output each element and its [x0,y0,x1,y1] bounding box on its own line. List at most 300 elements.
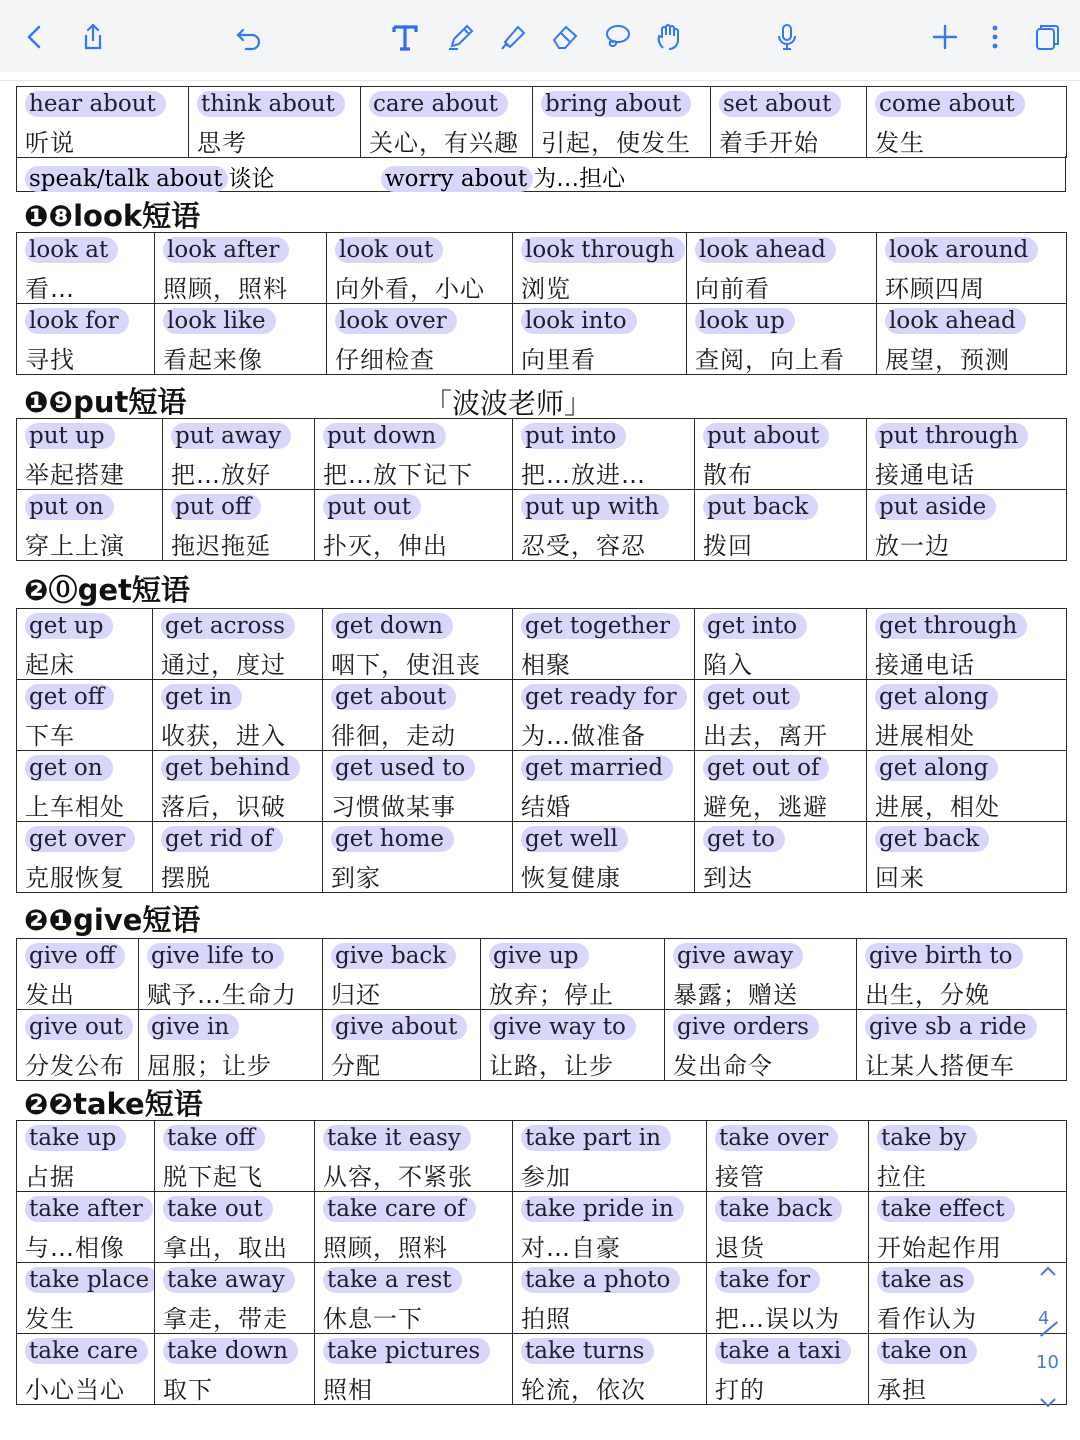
phrase-en: give out [25,1014,133,1040]
phrase-en: get used to [331,755,475,781]
phrase-zh: 浏览 [521,275,571,303]
phrase-cell [17,1334,155,1405]
phrase-zh: 忍受，容忍 [521,532,646,560]
phrase-cell [155,1334,315,1405]
phrase-zh: 下车 [25,722,75,750]
phrase-cell [695,751,867,822]
phrase-zh: 轮流，依次 [521,1376,646,1404]
phrase-zh: 拍照 [521,1305,571,1333]
phrase-zh: 看作认为 [877,1305,977,1333]
lasso-icon[interactable] [600,20,634,54]
phrase-zh: 回来 [875,864,925,892]
microphone-icon[interactable] [770,20,804,54]
section-title-text: put短语 [73,385,187,419]
phrase-en-wrap [489,1014,660,1040]
phrase-en-wrap [521,1196,702,1222]
phrase-zh: 仔细检查 [335,346,435,374]
phrase-en: put up [25,423,115,449]
highlighter-icon[interactable] [496,20,530,54]
phrase-en-wrap [521,1338,702,1364]
phrase-cell [513,1192,707,1263]
phrase-en: give orders [673,1014,819,1040]
phrase-cell [687,304,877,375]
phrase-cell [17,939,139,1010]
phrase-en-wrap [163,237,322,263]
phrase-cell [533,87,711,158]
section-title-text: take短语 [73,1087,203,1121]
phrase-zh: 关心，有兴趣 [369,129,519,157]
phrase-en: look out [335,237,443,263]
phrase-en-wrap [703,684,862,710]
phrase-cell [513,304,687,375]
phrase-en: put away [171,423,291,449]
phrase-cell [315,1334,513,1405]
phrase-en: put back [703,494,818,520]
table-row [17,419,1067,490]
phrase-en: take care of [323,1196,476,1222]
phrase-en: take down [163,1338,298,1364]
table-row [17,87,1067,158]
phrase-en-wrap [673,943,852,969]
phrase-zh: 到家 [331,864,381,892]
table-row [17,751,1067,822]
phrase-en-wrap [161,755,318,781]
phrase-en-wrap [695,237,872,263]
phrase-en-wrap [875,91,1062,117]
phrase-cell [315,419,513,490]
phrase-cell [153,822,323,893]
phrase-en-wrap [703,423,862,449]
table-row [17,822,1067,893]
phrase-cell [695,822,867,893]
phrase-zh: 到达 [703,864,753,892]
phrase-zh: 上车相处 [25,793,125,821]
phrase-en-wrap [521,755,690,781]
phrase-en: get together [521,613,680,639]
phrase-zh: 收获，进入 [161,722,286,750]
phrase-zh: 退货 [715,1234,765,1262]
phrase-cell [315,490,513,561]
phrase-en: get through [875,613,1027,639]
phrase-zh: 思考 [197,129,247,157]
phrase-en: give life to [147,943,284,969]
phrase-zh: 出生，分娩 [865,981,990,1009]
phrase-cell [665,939,857,1010]
phrase-en-wrap [323,1196,508,1222]
phrase-en-wrap [521,684,690,710]
phrase-cell [695,490,867,561]
phrase-cell [687,233,877,304]
phrase-cell [327,304,513,375]
phrase-zh: 出去，离开 [703,722,828,750]
phrase-cell [867,609,1067,680]
phrase-en: take up [25,1125,126,1151]
phrase-zh: 谈论 [228,166,275,192]
table-row [17,1121,1067,1192]
page-indicator [1030,1262,1070,1412]
phrase-zh: 为…担心 [533,166,626,192]
phrase-cell [155,233,327,304]
phrase-en-wrap [25,1014,134,1040]
current-page: 4 [1038,1308,1050,1329]
phrase-en: think about [197,91,345,117]
phrase-cell [513,609,695,680]
phrase-en: get in [161,684,242,710]
phrase-cell [155,1192,315,1263]
table-row [17,609,1067,680]
phrase-en-wrap [161,826,318,852]
phrase-zh: 脱下起飞 [163,1163,263,1191]
phrase-zh: 避免，逃避 [703,793,828,821]
phrase-en-wrap [719,91,862,117]
undo-icon[interactable] [232,20,266,54]
phrase-en: put through [875,423,1028,449]
phrase-zh: 归还 [331,981,381,1009]
phrase-zh: 让某人搭便车 [865,1052,1015,1080]
hand-icon[interactable] [652,20,686,54]
phrase-cell [857,1010,1067,1081]
phrase-zh: 赋予…生命力 [147,981,297,1009]
phrase-zh: 克服恢复 [25,864,125,892]
total-pages: 10 [1036,1352,1059,1373]
phrase-en: look over [335,308,457,334]
phrase-en: get ready for [521,684,687,710]
phrase-en-wrap [25,943,134,969]
phrase-zh: 把…放进… [521,461,646,489]
phrase-en: put down [323,423,446,449]
phrase-cell [17,609,153,680]
phrase-cell [323,1010,481,1081]
phrase-zh: 陷入 [703,651,753,679]
phrase-en: get about [331,684,456,710]
phrase-en: take place [25,1267,155,1293]
section-title [24,568,190,609]
phrase-en: look around [885,237,1038,263]
phrase-en-wrap [25,423,158,449]
phrase-zh: 查阅，向上看 [695,346,845,374]
phrase-zh: 屈服；让步 [147,1052,272,1080]
phrase-en-wrap [703,613,862,639]
phrase-zh: 接通电话 [875,651,975,679]
phrase-en: give up [489,943,589,969]
phrase-en-wrap [331,684,508,710]
phrase-cell [17,233,155,304]
phrase-en: get rid of [161,826,283,852]
phrase-en: get married [521,755,673,781]
phrase-en: bring about [541,91,691,117]
phrase-en-wrap [25,308,150,334]
phrase-en: take off [163,1125,265,1151]
phrase-en: look into [521,308,637,334]
phrase-en: take turns [521,1338,654,1364]
phrase-zh: 小心当心 [25,1376,125,1404]
phrase-cell [869,1192,1067,1263]
phrase-en: get along [875,684,998,710]
phrase-en-wrap [541,91,706,117]
phrase-en: get off [25,684,114,710]
phrase-cell [513,490,695,561]
phrase-en-wrap [25,684,148,710]
phrase-en-wrap [877,1125,1062,1151]
phrase-en: give off [25,943,125,969]
phrase-en-wrap [865,1014,1062,1040]
phrase-en: put out [323,494,421,520]
phrase-zh: 环顾四周 [885,275,985,303]
phrase-en-wrap [875,494,1062,520]
phrase-en-wrap [715,1338,864,1364]
phrase-en: take out [163,1196,273,1222]
phrase-zh: 参加 [521,1163,571,1191]
section-title [24,898,200,939]
phrase-cell [155,304,327,375]
phrase-en: give birth to [865,943,1023,969]
phrase-zh: 取下 [163,1376,213,1404]
phrase-en-wrap [521,423,690,449]
section-title-text: get短语 [77,573,190,607]
table-row [17,304,1067,375]
phrase-zh: 起床 [25,651,75,679]
phrase-cell [867,490,1067,561]
phrase-cell [361,87,533,158]
phrase-table [16,232,1067,375]
phrase-cell [665,1010,857,1081]
phrase-cell [163,419,315,490]
phrase-en: take as [877,1267,974,1293]
phrase-en-wrap [673,1014,852,1040]
phrase-cell [17,680,153,751]
eraser-icon[interactable] [548,20,582,54]
phrase-zh: 着手开始 [719,129,819,157]
share-icon[interactable] [76,20,110,54]
phrase-cell [695,609,867,680]
phrase-zh: 听说 [25,129,75,157]
phrase-cell [153,609,323,680]
phrase-en-wrap [331,1014,476,1040]
pen-icon[interactable] [444,20,478,54]
table-row [17,233,1067,304]
list-item [381,160,625,193]
phrase-cell [155,1121,315,1192]
phrase-en: look like [163,308,276,334]
back-chevron-icon[interactable] [18,20,52,54]
table-row [17,939,1067,1010]
phrase-en-wrap [163,1338,310,1364]
phrase-cell [707,1263,869,1334]
phrase-en: look through [521,237,685,263]
phrase-en: look ahead [695,237,836,263]
section-number: ❶❾ [24,385,74,419]
phrase-zh: 拨回 [703,532,753,560]
phrase-cell [17,751,153,822]
phrase-en-wrap [885,308,1062,334]
phrase-en: get down [331,613,453,639]
phrase-table [16,1120,1067,1405]
phrase-en-wrap [715,1125,864,1151]
phrase-zh: 看起来像 [163,346,263,374]
phrase-en: speak/talk about [25,166,228,192]
section-title [24,380,186,421]
phrase-en-wrap [695,308,872,334]
phrase-zh: 拿走，带走 [163,1305,288,1333]
phrase-zh: 落后，识破 [161,793,286,821]
phrase-zh: 举起搭建 [25,461,125,489]
phrase-cell [323,609,513,680]
phrase-zh: 寻找 [25,346,75,374]
phrase-en: get up [25,613,113,639]
phrase-en: put up with [521,494,669,520]
phrase-zh: 扑灭，伸出 [323,532,448,560]
phrase-cell [481,939,665,1010]
phrase-cell [327,233,513,304]
phrase-cell [315,1192,513,1263]
author-signature: 「波波老师」 [424,387,593,420]
phrase-zh: 看… [25,275,75,303]
phrase-cell [867,87,1067,158]
phrase-en-wrap [875,613,1062,639]
phrase-en: get to [703,826,785,852]
phrase-cell [695,680,867,751]
phrase-table [16,418,1067,561]
phrase-zh: 接通电话 [875,461,975,489]
phrase-cell [17,1010,139,1081]
phrase-cell [695,419,867,490]
phrase-en: give about [331,1014,467,1040]
phrase-en-wrap [25,91,184,117]
phrase-zh: 开始起作用 [877,1234,1002,1262]
phrase-en-wrap [521,613,690,639]
phrase-zh: 通过，度过 [161,651,286,679]
phrase-zh: 散布 [703,461,753,489]
phrase-zh: 进展相处 [875,722,975,750]
list-item [25,160,274,193]
phrase-cell [877,233,1067,304]
page-top-edge [0,72,1080,81]
phrase-cell [857,939,1067,1010]
phrase-en-wrap [163,1267,310,1293]
about-phrases-extra-row [16,156,1066,192]
phrase-cell [877,304,1067,375]
phrase-en: give sb a ride [865,1014,1037,1040]
phrase-en-wrap [25,1196,150,1222]
phrase-zh: 引起，使发生 [541,129,691,157]
phrase-zh: 相聚 [521,651,571,679]
phrase-cell [323,751,513,822]
phrase-cell [707,1192,869,1263]
phrase-en: take pride in [521,1196,684,1222]
phrase-en: take away [163,1267,295,1293]
phrase-cell [155,1263,315,1334]
phrase-en: get out [703,684,800,710]
phrase-en: give way to [489,1014,636,1040]
section-number: ❷❶ [24,903,74,937]
phrase-zh: 占据 [25,1163,75,1191]
phrase-en: take by [877,1125,977,1151]
phrase-en: take for [715,1267,820,1293]
phrase-zh: 拿出，取出 [163,1234,288,1262]
phrase-zh: 放弃；停止 [489,981,614,1009]
phrase-en-wrap [25,494,158,520]
add-icon[interactable] [928,20,962,54]
pages-icon[interactable] [1028,20,1062,54]
phrase-en-wrap [715,1267,864,1293]
phrase-zh: 让路，让步 [489,1052,614,1080]
text-tool-icon[interactable] [388,20,422,54]
phrase-en: get along [875,755,998,781]
phrase-cell [153,751,323,822]
phrase-en-wrap [171,423,310,449]
phrase-en-wrap [875,755,1062,781]
phrase-cell [707,1121,869,1192]
phrase-cell [867,419,1067,490]
phrase-en-wrap [331,943,476,969]
phrase-cell [323,680,513,751]
phrase-en: take back [715,1196,842,1222]
phrase-en-wrap [521,1267,702,1293]
phrase-en: take after [25,1196,153,1222]
chevron-down-icon[interactable] [1038,1392,1058,1412]
section-number: ❷❷ [24,1087,74,1121]
phrase-en: get behind [161,755,300,781]
phrase-en: get well [521,826,628,852]
phrase-cell [17,1263,155,1334]
phrase-zh: 接管 [715,1163,765,1191]
phrase-cell [867,751,1067,822]
phrase-en-wrap [335,308,508,334]
phrase-zh: 承担 [877,1376,927,1404]
phrase-en: take care [25,1338,148,1364]
section-title [24,1082,203,1123]
phrase-en: put about [703,423,829,449]
phrase-cell [17,1192,155,1263]
phrase-cell [17,419,163,490]
phrase-en-wrap [323,1267,508,1293]
phrase-en: give back [331,943,456,969]
phrase-en: get home [331,826,454,852]
phrase-en-wrap [885,237,1062,263]
phrase-zh: 照顾，照料 [323,1234,448,1262]
phrase-en-wrap [331,613,508,639]
phrase-zh: 向外看，小心 [335,275,485,303]
phrase-en: put off [171,494,261,520]
phrase-en-wrap [703,826,862,852]
phrase-zh: 向前看 [695,275,770,303]
phrase-cell [513,751,695,822]
phrase-zh: 穿上上演 [25,532,125,560]
more-icon[interactable] [978,20,1012,54]
phrase-cell [513,680,695,751]
phrase-en: care about [369,91,508,117]
phrase-en-wrap [161,684,318,710]
phrase-en-wrap [147,1014,318,1040]
phrase-cell [513,1121,707,1192]
phrase-zh: 习惯做某事 [331,793,456,821]
chevron-up-icon[interactable] [1038,1262,1058,1282]
phrase-zh: 把…误以为 [715,1305,840,1333]
phrase-zh: 把…放好 [171,461,271,489]
phrase-cell [315,1263,513,1334]
table-row [17,1010,1067,1081]
phrase-zh: 拉住 [877,1163,927,1191]
table-row [17,680,1067,751]
phrase-en: hear about [25,91,166,117]
phrase-en-wrap [25,826,148,852]
phrase-en-wrap [521,237,682,263]
phrase-en-wrap [703,494,862,520]
phrase-en-wrap [335,237,508,263]
phrase-en-wrap [323,1338,508,1364]
phrase-cell [17,87,189,158]
phrase-en-wrap [161,613,318,639]
